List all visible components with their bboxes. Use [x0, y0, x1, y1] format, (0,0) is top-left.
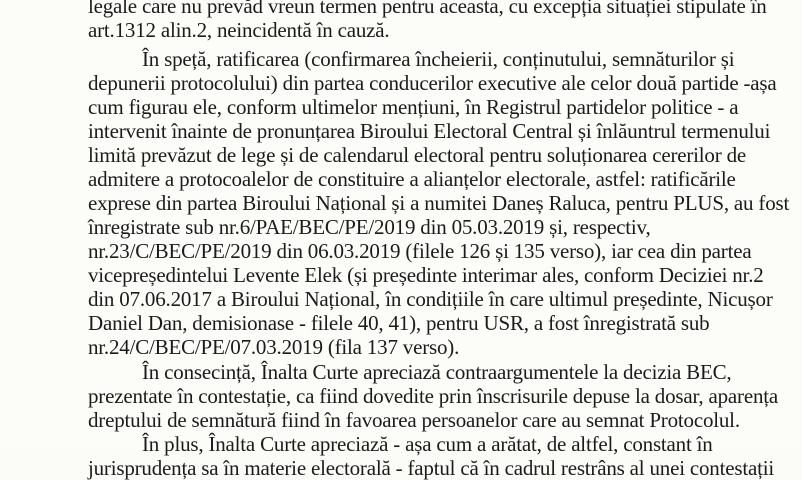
- paragraph-ratificarea-line-12: Daniel Dan, demisionase - filele 40, 41), pentru USR, a fost înregistrată sub: [88, 311, 710, 335]
- paragraph-ratificarea-line-6: admitere a protocoalelor de constituire a alianțelor electorale, astfel: ratificările: [88, 167, 736, 191]
- paragraph-ratificarea-line-5: limită prevăzut de lege și de calendarul electoral pentru soluționarea cererilor de: [88, 143, 746, 167]
- paragraph-ratificarea-line-4: intervenit înainte de pronunțarea Biroului Electoral Central și înlăuntrul termenului: [88, 119, 771, 143]
- paragraph-ratificarea-line-1: În speță, ratificarea (confirmarea încheierii, conținutului, semnăturilor și: [142, 47, 735, 71]
- text-line-2: art.1312 alin.2, neincidentă în cauză.: [88, 18, 390, 42]
- paragraph-ratificarea-line-11: din 07.06.2017 a Biroului Național, în condițiile în care ultimul președinte, Nicușor: [88, 287, 773, 311]
- paragraph-ratificarea-line-3: cum figurau ele, conform ultimelor mențiuni, în Registrul partidelor politice - a: [88, 95, 739, 119]
- paragraph-ratificarea-line-2: depunerii protocolului) din partea conducerilor executive ale celor două partide -așa: [88, 71, 777, 95]
- paragraph-ratificarea-line-8: înregistrate sub nr.6/PAE/BEC/PE/2019 din 05.03.2019 și, respectiv,: [88, 215, 651, 239]
- paragraph-ratificarea-line-7: exprese din partea Biroului Național și a numitei Daneș Raluca, pentru PLUS, au fost: [88, 191, 790, 215]
- paragraph-ratificarea-line-13: nr.24/C/BEC/PE/07.03.2019 (fila 137 verso).: [88, 335, 460, 359]
- paragraph-consecinta-line-1: În consecință, Înalta Curte apreciază contraargumentele la decizia BEC,: [142, 360, 732, 384]
- paragraph-ratificarea-line-10: vicepreședintelui Levente Elek (și președinte interimar ales, conform Deciziei nr.2: [88, 263, 764, 287]
- paragraph-in-plus-line-2: jurisprudența sa în materie electorală - faptul că în cadrul restrâns al unei contestații: [88, 456, 774, 480]
- paragraph-consecinta-line-3: dreptului de semnătură fiind în favoarea persoanelor care au semnat Protocolul.: [88, 408, 740, 432]
- text-line-1: legale care nu prevăd vreun termen pentru aceasta, cu excepția situației stipulate în: [88, 0, 767, 18]
- paragraph-ratificarea-line-9: nr.23/C/BEC/PE/2019 din 06.03.2019 (filele 126 și 135 verso), iar cea din partea: [88, 239, 752, 263]
- paragraph-consecinta-line-2: prezentate în contestație, ca fiind dovedite prin înscrisurile depuse la dosar, aparența: [88, 384, 779, 408]
- paragraph-in-plus-line-1: În plus, Înalta Curte apreciază - așa cum a arătat, de altfel, constant în: [142, 432, 713, 456]
